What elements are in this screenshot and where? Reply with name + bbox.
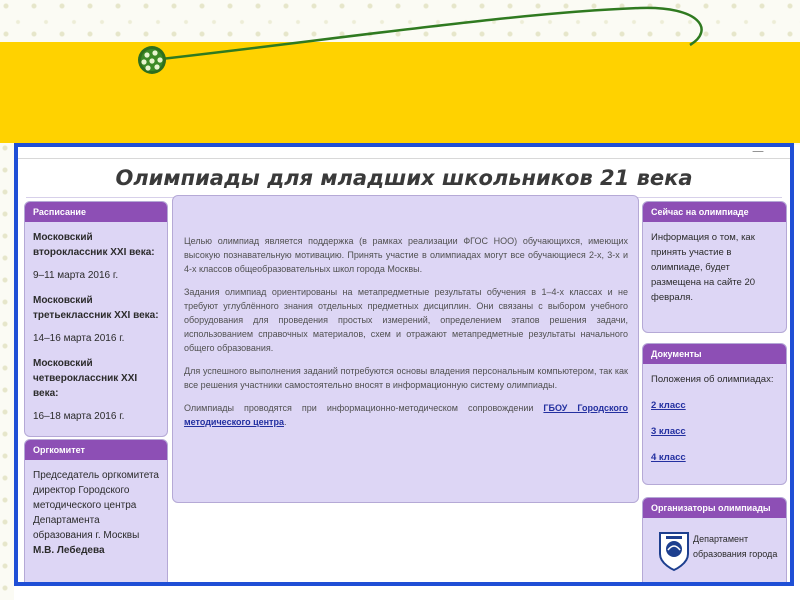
document-link-grade-4[interactable]: 4 класс [651,452,686,463]
main-paragraph-goal: Целью олимпиад является поддержка (в рамках реализации ФГОС НОО) обучающихся, имеющих высокую познавательную мотивацию. Принять участие в олимпиадах могут все обучающиеся 2-х, 3-х и 4-х классов общеобразовательных школ города Москвы. [184,236,628,274]
schedule-item-name: Московский четвероклассник XXI века: [33,358,138,399]
browser-top-bar [18,144,790,159]
support-text: Олимпиады проводятся при информационно-методическом сопровождении [184,403,544,413]
committee-text: Председатель оргкомитета директор Городского методического центра Департамента образования г. Москвы [33,470,159,541]
slide-curve-decoration [0,0,800,145]
schedule-heading: Расписание [25,202,167,222]
now-panel [642,201,787,333]
now-heading: Сейчас на олимпиаде [643,202,786,222]
schedule-item-name: Московский третьеклассник XXI века: [33,295,159,321]
main-paragraph-tasks: Задания олимпиад ориентированы на метапредметные результаты обучения в 1–4-х классах и не требуют углублённого знания отдельных предметных дисциплин. Они связаны с выбором учебного оборудования для проведения простых измерений, определением этапов решения задачи, использованием справочных материалов, схем и отражают метапредметные результаты начального общего образования. [184,287,628,353]
schedule-item-name: Московский второклассник XXI века: [33,232,155,258]
committee-name: М.В. Лебедева [33,545,105,556]
committee-panel [24,439,168,586]
department-emblem-icon [657,530,691,572]
page-title: Олимпиады для младших школьников 21 века [115,166,693,190]
schedule-item [33,356,159,401]
schedule-item-date: 16–18 марта 2016 г. [33,411,125,422]
documents-label: Положения об олимпиадах: [651,374,774,385]
now-text: Информация о том, как принять участие в олимпиаде, будет размещена на сайте 20 февраля. [651,232,756,303]
main-paragraph-support [184,401,628,429]
main-content-panel [172,195,639,503]
schedule-item [33,293,159,323]
website-screenshot-frame [14,143,794,586]
support-text-end: . [283,417,287,427]
documents-panel [642,343,787,485]
minimize-icon[interactable]: — [752,144,764,158]
methodical-center-link[interactable]: ГБОУ Городского методического центра [184,403,628,427]
documents-heading: Документы [643,344,786,364]
schedule-panel [24,201,168,437]
document-link-grade-3[interactable]: 3 класс [651,426,686,437]
schedule-item-date: 9–11 марта 2016 г. [33,270,119,281]
schedule-item-date: 14–16 марта 2016 г. [33,333,125,344]
organizer-name: Департамент образования города [693,534,778,559]
document-link-grade-2[interactable]: 2 класс [651,400,686,411]
organizers-panel [642,497,787,586]
ball-icon [138,46,166,74]
committee-heading: Оргкомитет [25,440,167,460]
slide-left-strip [0,143,14,600]
organizers-heading: Организаторы олимпиады [643,498,786,518]
schedule-item [33,230,159,260]
main-paragraph-requirements: Для успешного выполнения заданий потребуются основы владения персональным компьютером, так как все решения участники самостоятельно вносят в информационную систему олимпиады. [184,366,628,390]
